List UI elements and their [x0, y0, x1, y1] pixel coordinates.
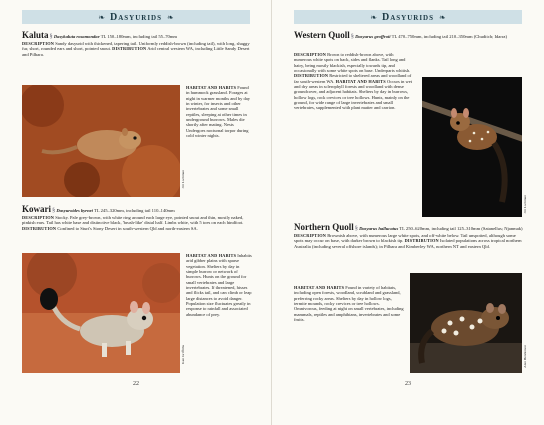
- scientific-name: Dasykaluta rosamondae: [53, 34, 100, 39]
- species-name: Northern Quoll: [294, 222, 354, 232]
- description-text: Stocky. Pale grey-brown, with white ring around each large eye, pointed snout and thin, mostly naked, pinkish ears. Tail has white base and distinctive black, 'brush-like' distal half. Limbs white, with 5 toes on each hindfoot.: [22, 214, 244, 226]
- page-number: 22: [133, 381, 139, 387]
- photo-credit: Jiri Lochman: [181, 170, 185, 189]
- description-label: DESCRIPTION: [294, 52, 327, 57]
- description-label: DESCRIPTION: [22, 214, 55, 220]
- right-page: [272, 0, 544, 425]
- ornament-icon: ❧: [370, 12, 377, 22]
- distribution-label: DISTRIBUTION: [112, 46, 147, 52]
- running-head-title: Dasyurids: [381, 11, 434, 23]
- habitat-column-kaluta: [186, 85, 252, 138]
- description-text: Brown to reddish-brown above, with numerous white spots on back, sides and flanks. Tail long and hairy, being mostly blackish, especially towards tip, and occasionally with some white spots on base. Underparts whitish.: [294, 52, 411, 74]
- habitat-label: HABITAT AND HABITS: [294, 285, 345, 290]
- distribution-text: Confined to Sturt's Stony Desert in south-western Qld and north-eastern SA.: [57, 225, 198, 231]
- ornament-icon: ❧: [439, 12, 446, 22]
- distribution-label: DISTRIBUTION: [22, 225, 57, 231]
- description-label: DESCRIPTION: [294, 232, 327, 238]
- running-head-right: [294, 10, 522, 24]
- scientific-name: Dasyurus geoffroii: [355, 34, 391, 39]
- species-name: Kowari: [22, 204, 51, 214]
- ornament-icon: ❧: [167, 12, 174, 22]
- section-mark: §: [350, 34, 354, 40]
- species-entry-kowari: [22, 204, 252, 231]
- distribution-label: DISTRIBUTION: [294, 73, 329, 79]
- habitat-label: HABITAT AND HABITS: [186, 85, 237, 90]
- section-mark: §: [354, 226, 358, 232]
- photo-credit: Alan Henderson: [523, 345, 527, 368]
- species-entry-western-quoll: [294, 30, 524, 41]
- kowari-photo: [22, 253, 180, 373]
- scientific-name: Dasyuroides byrnei: [56, 208, 93, 213]
- species-entry-northern-quoll: [294, 222, 524, 249]
- scientific-name: Dasyurus hallucatus: [359, 226, 399, 231]
- habitat-column-kowari: [186, 253, 252, 317]
- ornament-icon: ❧: [98, 12, 105, 22]
- alternate-names: (Satanellus; Njanmak): [481, 226, 523, 231]
- distribution-text: Restricted to sheltered areas and woodland of far south-western WA.: [294, 73, 412, 84]
- distribution-label: DISTRIBUTION: [404, 238, 439, 244]
- photo-credit: Jiri Lochman: [523, 195, 527, 214]
- species-name: Western Quoll: [294, 30, 350, 40]
- habitat-text: Found in hummock grassland. Forages at night in warmer months and by day in winter, for insects and other invertebrates and some small reptiles, sleeping at other times in underground burrows. Males die shortly after mating. Nests Undergoes nocturnal torpor during cold winter nights.: [186, 85, 250, 139]
- species-name: Kaluta: [22, 30, 49, 40]
- size-range: TL 470–750mm, including tail 210–350mm: [391, 34, 473, 39]
- distribution-text: Arid central western WA, including Little Sandy Desert and Pilbara.: [22, 46, 250, 57]
- western-quoll-photo: [422, 77, 522, 217]
- habitat-label: HABITAT AND HABITS: [186, 253, 237, 258]
- size-range: TL 150–180mm, including tail 55–70mm: [100, 34, 177, 39]
- habitat-label: HABITAT AND HABITS: [335, 78, 386, 84]
- alternate-names: (Chuditch; Idarra): [473, 34, 507, 39]
- description-label: DESCRIPTION: [22, 40, 55, 46]
- distribution-text: Isolated populations across tropical northern Australia (including several offshore islands); in Pilbara and Kimberley WA, northern NT and eastern Qld.: [294, 238, 522, 249]
- habitat-column-northern-quoll: [294, 285, 404, 322]
- northern-quoll-photo: [410, 273, 522, 373]
- section-mark: §: [52, 208, 56, 214]
- text-column-western-quoll: [294, 52, 412, 111]
- running-head-left: [22, 10, 250, 24]
- habitat-text: Inhabits arid gibber plains with sparse vegetation. Shelters by day in simple burrow or network of burrows. Hunts on the ground for small vertebrates and large invertebrates. If threatened, hisses and flicks tail, and can climb or leap large distances to avoid danger. Population size fluctuates greatly in response to rainfall and associated abundance of prey.: [186, 253, 252, 317]
- description-text: Brownish above, with numerous large white spots, and off-white below. Tail unspotted, although some spots may occur on base, with darker brown to blackish tip.: [294, 232, 516, 244]
- habitat-text: Occurs in wet and dry areas in sclerophyll forests and woodland with dense groundcover, and adjacent habitats. Shelters by day in burrows, hollow logs, rock crevices or tree hollows. Hunts, mainly on the ground, for wide range of large invertebrates and small vertebrates, supplemented with plant matter and carrion.: [294, 78, 412, 111]
- running-head-title: Dasyurids: [109, 11, 162, 23]
- page-number: 23: [405, 381, 411, 387]
- size-range: TL 250–620mm, including tail 125–310mm: [399, 226, 481, 231]
- habitat-text: Found in variety of habitats, including open forests, woodland, scrubland and grassland, preferring rocky areas. Shelters by day in hollow logs, termite mounds, rocky crevices or tree hollows. Omnivorous, feeding at night on small vertebrates, including mammals, reptiles and amphibians, invertebrates and some fruits.: [294, 285, 404, 323]
- size-range: TL 245–320mm, including tail 110–140mm: [94, 208, 175, 213]
- kaluta-photo: [22, 85, 180, 197]
- section-mark: §: [49, 34, 53, 40]
- photo-credit: Ken Griffiths: [181, 345, 185, 364]
- species-entry-kaluta: [22, 30, 252, 57]
- description-text: Sandy dasyurid with thickened, tapering tail. Uniformly reddish-brown (including tail), with long, shaggy fur, short, rounded ears and short, pointed snout.: [22, 40, 250, 52]
